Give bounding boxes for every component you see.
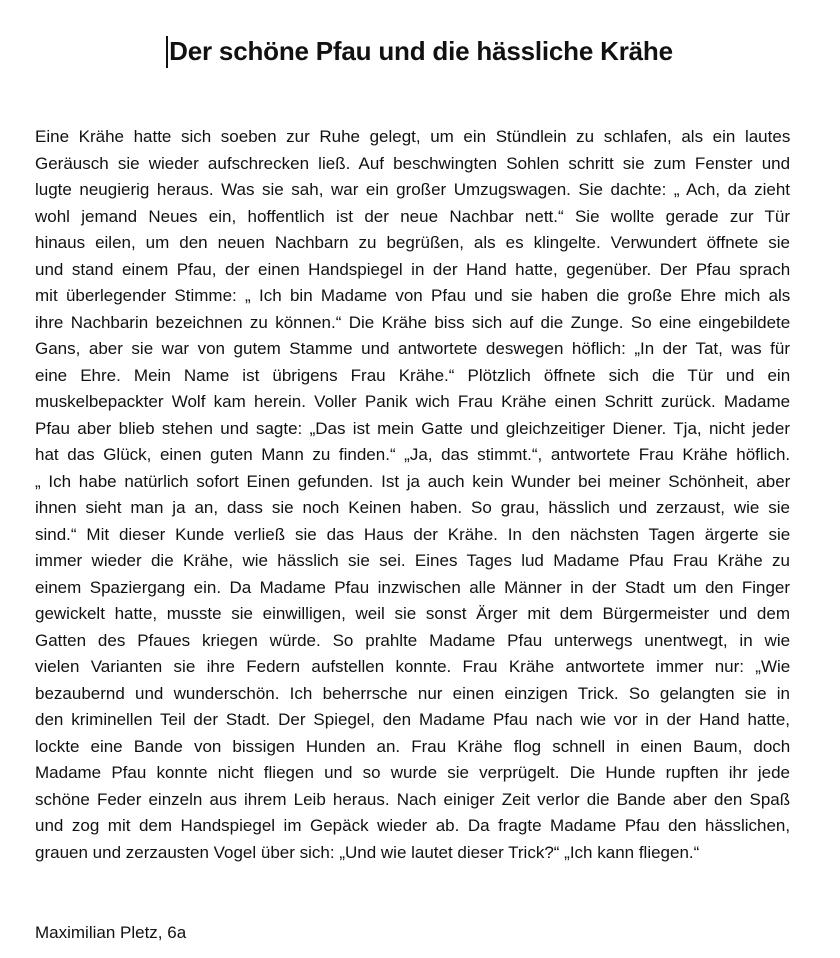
- story-line[interactable]: immer wieder die Krähe, wie hässlich sie sei. Eines Tages lud Madame Pfau Frau Krähe zu: [35, 551, 790, 570]
- story-line[interactable]: mit überlegender Stimme: „ Ich bin Madame von Pfau und sie haben die große Ehre mich als: [35, 286, 790, 305]
- document-title-wrapper[interactable]: [167, 33, 673, 69]
- story-line[interactable]: und zog mit dem Handspiegel im Gepäck wieder ab. Da fragte Madame Pfau den hässlichen,: [35, 816, 790, 835]
- document-title-container: [0, 33, 840, 69]
- story-line[interactable]: bezaubernd und wunderschön. Ich beherrsche nur einen einzigen Trick. So gelangten sie in: [35, 683, 790, 703]
- story-line[interactable]: schöne Feder einzeln aus ihrem Leib heraus. Nach einiger Zeit verlor die Bande aber den Spaß: [35, 789, 790, 809]
- story-line[interactable]: grauen und zerzausten Vogel über sich: „Und wie lautet dieser Trick?“ „Ich kann fliegen.“: [35, 842, 700, 862]
- story-line[interactable]: den kriminellen Teil der Stadt. Der Spiegel, den Madame Pfau nach wie vor in der Hand hatte,: [35, 710, 790, 729]
- story-line[interactable]: vielen Varianten sie ihre Federn aufstellen konnte. Frau Krähe antwortete immer nur: „Wie: [35, 657, 790, 676]
- story-line[interactable]: muskelbepackter Wolf kam herein. Voller Panik wich Frau Krähe einen Schritt zurück. Madame: [35, 392, 790, 411]
- story-line[interactable]: Gatten des Pfaues kriegen würde. So prahlte Madame Pfau unterwegs unentwegt, in wie: [35, 630, 790, 650]
- story-line[interactable]: hat das Glück, einen guten Mann zu finden.“ „Ja, das stimmt.“, antwortete Frau Krähe höflich.: [35, 445, 790, 464]
- story-line[interactable]: gewickelt hatte, musste sie einwilligen, weil sie sonst Ärger mit dem Bürgermeister und dem: [35, 604, 790, 623]
- story-line[interactable]: Pfau aber blieb stehen und sagte: „Das ist mein Gatte und gleichzeitiger Diener. Tja, nicht jeder: [35, 418, 790, 438]
- story-line[interactable]: und stand einem Pfau, der einen Handspiegel in der Hand hatte, gegenüber. Der Pfau sprach: [35, 259, 790, 279]
- document-title[interactable]: Der schöne Pfau und die hässliche Krähe: [169, 36, 673, 66]
- story-line[interactable]: „ Ich habe natürlich sofort Einen gefunden. Ist ja auch kein Wunder bei meiner Schönheit, aber: [35, 471, 790, 491]
- story-line[interactable]: ihnen sieht man ja an, dass sie noch Keinen haben. So grau, hässlich und zerzaust, wie sie: [35, 498, 790, 517]
- story-line[interactable]: Eine Krähe hatte sich soeben zur Ruhe gelegt, um ein Stündlein zu schlafen, als ein lautes: [35, 127, 790, 146]
- story-line[interactable]: einem Spaziergang ein. Da Madame Pfau inzwischen alle Männer in der Stadt um den Finger: [35, 577, 790, 597]
- story-line[interactable]: Geräusch sie wieder aufschrecken ließ. Auf beschwingten Sohlen schritt sie zum Fenster und: [35, 153, 790, 173]
- story-line[interactable]: ihre Nachbarin bezeichnen zu können.“ Die Krähe biss sich auf die Zunge. So eine eingebildete: [35, 312, 790, 332]
- story-line[interactable]: Gans, aber sie war von gutem Stamme und antwortete deswegen höflich: „In der Tat, was für: [35, 339, 790, 358]
- story-line[interactable]: wohl jemand Neues ein, hoffentlich ist der neue Nachbar nett.“ Sie wollte gerade zur Tür: [35, 206, 790, 226]
- story-line[interactable]: sind.“ Mit dieser Kunde verließ sie das Haus der Krähe. In den nächsten Tagen ärgerte sie: [35, 524, 790, 544]
- story-line[interactable]: eine Ehre. Mein Name ist übrigens Frau Krähe.“ Plötzlich öffnete sich die Tür und ein: [35, 365, 790, 385]
- story-line[interactable]: hinaus eilen, um den neuen Nachbarn zu begrüßen, als es klingelte. Verwundert öffnete sie: [35, 233, 790, 252]
- story-line[interactable]: Madame Pfau konnte nicht fliegen und so wurde sie verprügelt. Die Hunde rupften ihr jede: [35, 763, 790, 782]
- story-line[interactable]: lockte eine Bande von bissigen Hunden an. Frau Krähe flog schnell in einen Baum, doch: [35, 736, 790, 756]
- story-body[interactable]: [35, 124, 790, 866]
- text-cursor: [166, 36, 168, 68]
- author-signature[interactable]: Maximilian Pletz, 6a: [35, 923, 187, 942]
- story-line[interactable]: lugte neugierig heraus. Was sie sah, war ein großer Umzugswagen. Sie dachte: „ Ach, da zieht: [35, 180, 790, 199]
